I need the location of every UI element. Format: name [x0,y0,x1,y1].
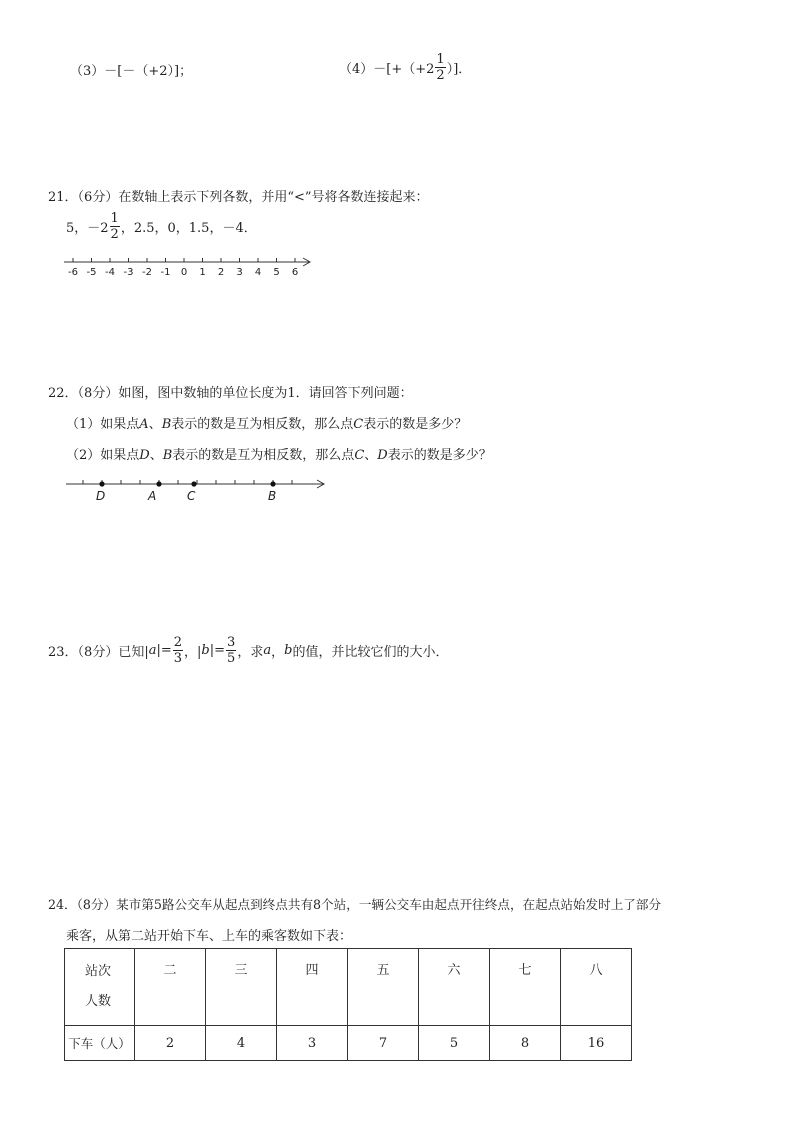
q21-numbers-post: ，2.5，0，1.5，－4． [120,221,257,236]
q22-sub1-post: 表示的数是多少？ [363,417,468,432]
table-corner-cell [65,949,135,1026]
point-c-dot [191,481,196,486]
station-header: 三 [206,949,277,1026]
axis-tick-label: -5 [86,267,97,278]
q23-eq2: |= [209,643,226,658]
table-header-row [65,949,632,1026]
row-label: 下车（人） [65,1026,135,1061]
q23-post-end: 的值，并比较它们的大小． [292,645,449,660]
q23-fraction-1 [173,636,183,665]
q22-sub1-pre: （1）如果点 [66,417,140,432]
q23-eq1: |= [156,643,172,658]
point-d-ref: D [377,448,388,463]
separator: 、 [364,448,378,463]
point-b-ref: B [162,448,173,463]
point-c-ref: C [353,417,364,432]
q22-sub2 [66,444,492,463]
axis-ticks [83,480,292,484]
axis-tick-label: -6 [68,267,78,278]
station-header: 七 [490,949,561,1026]
q22-sub2-pre: （2）如果点 [66,448,140,463]
axis-tick-label: -4 [105,267,115,278]
table-cell: 7 [348,1026,419,1061]
axis-tick-label: 6 [291,267,299,278]
q22-title: 22．（8分）如图，图中数轴的单位长度为1．请回答下列问题： [48,386,413,401]
q23-post-pre: ，求 [237,645,264,660]
point-b-label: B [268,489,277,503]
q20-part3-text: （3）－[－（+2）]； [70,64,193,79]
q23-fraction-2 [226,636,236,665]
station-header: 六 [419,949,490,1026]
table-cell: 16 [561,1026,632,1061]
q21-numbers [66,212,257,241]
point-d-dot [99,481,104,486]
axis-tick-label: 0 [180,267,188,278]
q24-line1: 24．（8分）某市第5路公交车从起点到终点共有8个站，一辆公交车由起点开往终点，在起点站始发时上了部分 [48,897,662,912]
table-row [65,1026,632,1061]
station-header: 四 [277,949,348,1026]
table-cell: 8 [490,1026,561,1061]
separator: 、 [149,448,163,463]
q21-fraction [110,212,120,241]
fraction-numerator: 2 [173,635,183,650]
axis-tick-label: 1 [199,267,206,278]
table-cell: 2 [135,1026,206,1061]
axis-tick-label: 3 [236,267,243,278]
separator: 、 [148,417,162,432]
q22-sub2-mid: 表示的数是互为相反数，那么点 [172,448,355,463]
q24-line2: 乘客，从第二站开始下车、上车的乘客数如下表： [66,929,353,944]
q21-numbers-pre: 5，－2 [66,221,109,236]
q20-part3 [70,60,192,79]
point-d-label: D [96,489,106,503]
q20-part4-fraction [435,53,445,82]
fraction-denominator: 3 [173,651,183,666]
axis-tick-label: -2 [142,267,152,278]
fraction-numerator: 1 [110,211,119,226]
axis-ticks [68,258,298,278]
table-cell: 4 [206,1026,277,1061]
var-a: a [263,643,272,658]
axis-tick-label: -1 [160,267,171,278]
point-c-label: C [187,489,196,503]
point-c-ref: C [354,448,365,463]
axis-tick-label: 4 [254,267,262,278]
q21-title: 21．（6分）在数轴上表示下列各数，并用“<”号将各数连接起来： [48,190,429,205]
q23-text [48,636,448,665]
point-b-ref: B [161,417,172,432]
var-b: b [284,643,293,658]
var-a: a [148,643,157,658]
fraction-numerator: 3 [227,635,236,650]
q23-mid: ，| [184,645,202,660]
q22-sub1-mid: 表示的数是互为相反数，那么点 [171,417,354,432]
axis-tick-label: 5 [273,267,280,278]
station-header: 二 [135,949,206,1026]
fraction-denominator: 2 [436,68,445,83]
var-b: b [201,643,210,658]
q22-sub1 [66,413,467,432]
table-cell: 3 [277,1026,348,1061]
q21-number-line [60,252,320,282]
q22-sub2-post: 表示的数是多少？ [387,448,492,463]
axis-tick-label: -3 [123,267,134,278]
q20-part4 [339,53,471,82]
point-d-ref: D [139,448,150,463]
axis-tick-label: 2 [217,267,225,278]
station-header: 八 [561,949,632,1026]
fraction-numerator: 1 [436,52,445,67]
passenger-table [64,948,632,1061]
fraction-denominator: 5 [227,651,236,666]
separator: ， [271,645,285,660]
point-a-dot [156,481,161,486]
point-b-dot [270,481,275,486]
q20-part4-post: ）]． [446,62,472,77]
fraction-denominator: 2 [110,227,119,242]
point-a-ref: A [139,417,149,432]
q23-pre: 23．（8分）已知| [48,645,149,660]
point-a-label: A [148,489,157,503]
corner-top-label: 站次 [85,964,112,979]
q20-part4-pre: （4）－[+（+2 [339,62,435,77]
table-cell: 5 [419,1026,490,1061]
station-header: 五 [348,949,419,1026]
corner-bottom-label: 人数 [85,994,112,1009]
q22-number-line [60,474,332,506]
